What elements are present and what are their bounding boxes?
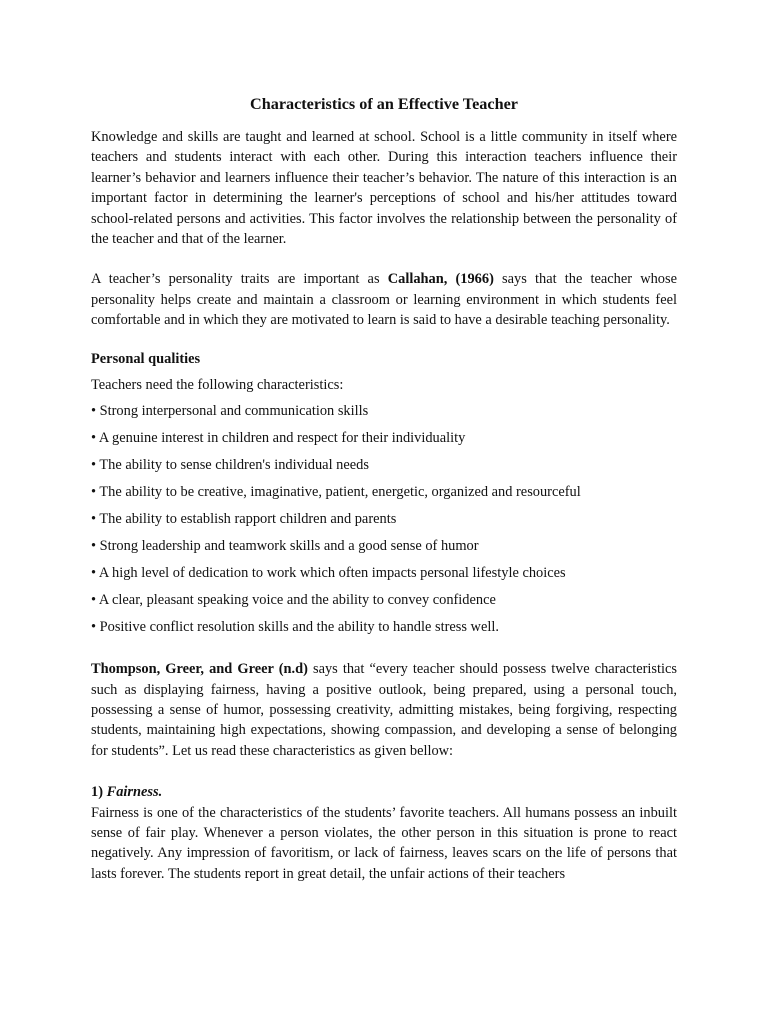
- thompson-citation: Thompson, Greer, and Greer (n.d): [91, 661, 308, 678]
- fairness-paragraph: Fairness is one of the characteristics of the students’ favorite teachers. All humans possess an inbuilt sense of fair play. Whenever a person violates, the other person in this situation is prone to react negatively. Any impression of favoritism, or lack of fairness, leaves scars on the life of persons that lasts forever. The students report in great detail, the unfair actions of their teachers: [91, 804, 677, 882]
- list-item: • Strong interpersonal and communication skills: [91, 403, 369, 420]
- list-item: • The ability to sense children's individual needs: [91, 457, 369, 474]
- fairness-heading: [91, 782, 677, 802]
- callahan-citation: Callahan, (1966): [387, 271, 494, 288]
- fairness-label: Fairness.: [106, 784, 163, 801]
- list-item: • A clear, pleasant speaking voice and the ability to convey confidence: [91, 591, 496, 608]
- personality-text-after: says that the teacher whose personality helps create and maintain a classroom or learning environment in which students feel comfortable and in which they are motivated to learn is said to have a desirable teaching personality.: [91, 271, 677, 329]
- list-item: • Positive conflict resolution skills and the ability to handle stress well.: [91, 618, 499, 635]
- list-item: • The ability to be creative, imaginative, patient, energetic, organized and resourceful: [91, 484, 581, 501]
- list-item: • The ability to establish rapport children and parents: [91, 511, 397, 528]
- thompson-text: says that “every teacher should possess twelve characteristics such as displaying fairness, having a positive outlook, being prepared, using a personal touch, possessing a sense of humor, possessing creativity, admitting mistakes, being forgiving, respecting students, maintaining high expectations, showing compassion, and developing a sense of belonging for students”. Let us read these characteristics as given bellow:: [91, 661, 677, 759]
- personality-text-before: A teacher’s personality traits are important as: [91, 271, 388, 288]
- personal-qualities-intro: Teachers need the following characteristics:: [91, 377, 344, 394]
- personal-qualities-heading: Personal qualities: [91, 350, 201, 367]
- personality-paragraph: [91, 269, 677, 330]
- intro-paragraph: Knowledge and skills are taught and learned at school. School is a little community in itself where teachers and students interact with each other. During this interaction teachers influence their learner’s behavior and learners influence their teacher’s behavior. The nature of this interaction is an important factor in determining the learner's perceptions of school and his/her attitudes toward school-related persons and activities. This factor involves the relationship between the personality of the teacher and that of the learner.: [91, 129, 677, 248]
- fairness-number: 1): [91, 784, 103, 801]
- characteristics-list: [91, 401, 677, 637]
- list-item: • A genuine interest in children and respect for their individuality: [91, 430, 466, 447]
- thompson-paragraph: [91, 659, 677, 761]
- document-page: [91, 94, 677, 884]
- page-title: Characteristics of an Effective Teacher: [250, 95, 518, 113]
- list-item: • A high level of dedication to work which often impacts personal lifestyle choices: [91, 564, 566, 581]
- list-item: • Strong leadership and teamwork skills and a good sense of humor: [91, 538, 479, 554]
